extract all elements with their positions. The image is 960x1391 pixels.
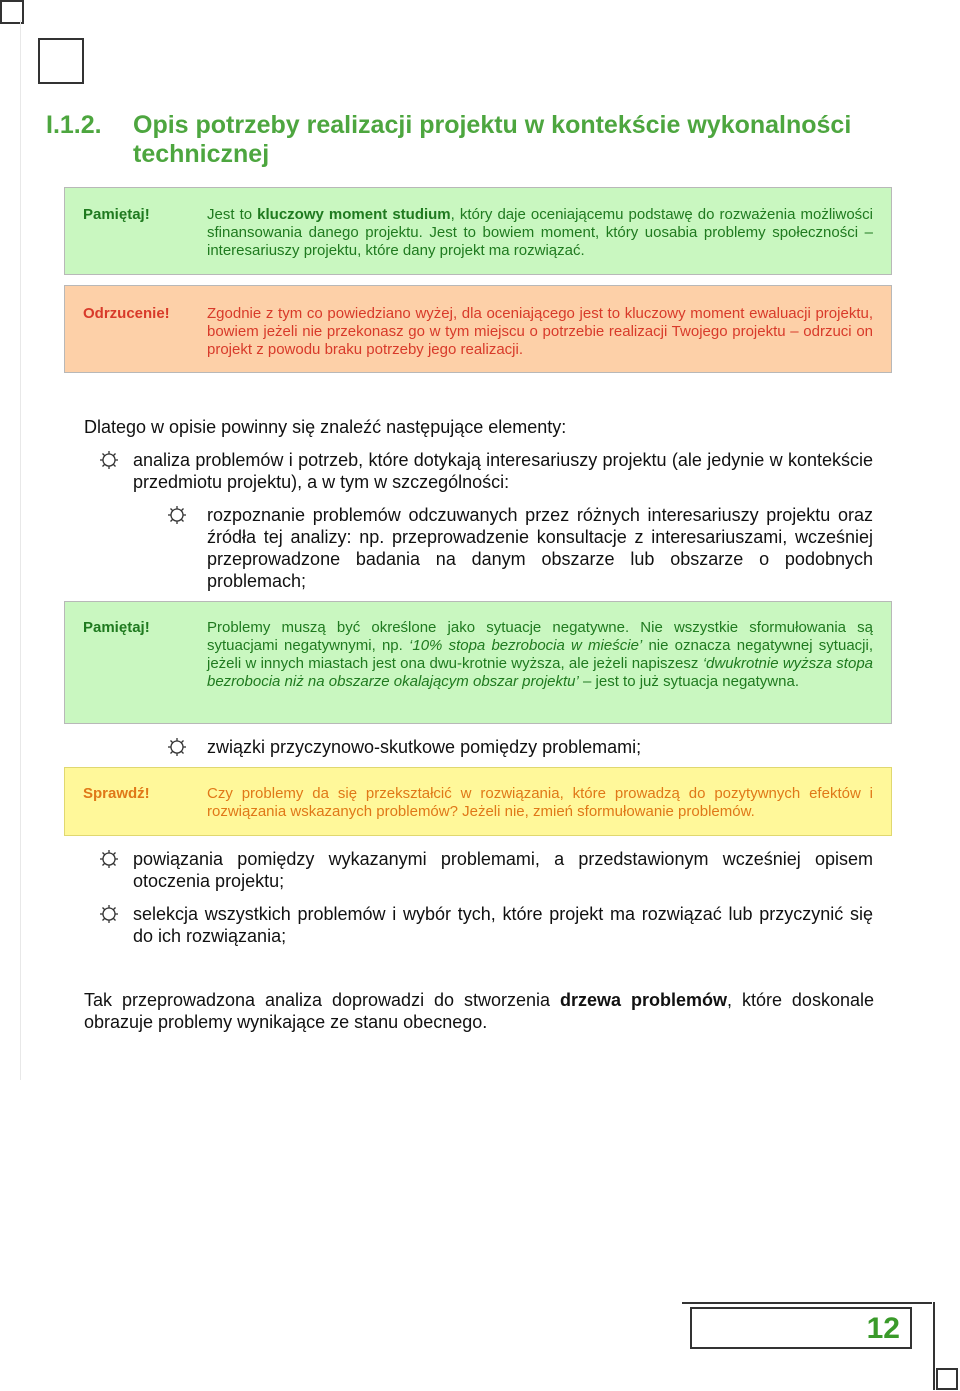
reject-box [64,285,892,373]
intro-paragraph: Dlatego w opisie powinny się znaleźć następujące elementy: [84,417,567,437]
sub-item-1: rozpoznanie problemów odczuwanych przez różnych interesariuszy projektu oraz źródła tej analizy: np. przeprowadzenie konsultacje z interesariuszami, wcześniej przeprowadzone badania na danym obszarze lub obszarze o podobnych problemach; [207,505,873,591]
remember-box-2 [64,601,892,724]
gear-bullet-icon [167,505,187,525]
remember-text-italic: ‘10% stopa bezrobocia w mieście’ [409,637,643,654]
remember-text-part: – jest to już sytuacja negatywna. [578,673,799,690]
page-number-rule [682,1302,932,1304]
page-number: 12 [866,1312,900,1345]
check-label: Sprawdź! [83,785,150,802]
section-title: Opis potrzeby realizacji projektu w kontekście wykonalności technicznej [133,111,852,168]
gear-bullet-icon [167,737,187,757]
remember-label: Pamiętaj! [83,619,150,636]
remember-text-italic: ‘dwukrotnie wyższa stopa bezrobocia niż na obszarze okalającym obszar projektu’ [207,655,873,690]
page-number-rule-vertical [933,1302,935,1390]
gear-bullet-icon [99,450,119,470]
remember-text [207,619,873,691]
page-number-box [690,1307,912,1349]
remember-text-part: nie oznacza negatywnej sytuacji, jeżeli w innych miastach jest ona dwu-krotnie wyższa, ale jeżeli napiszesz [207,637,873,672]
margin-line [20,20,21,1080]
section-number: I.1.2. [46,111,102,139]
bullet-item-3: selekcja wszystkich problemów i wybór tych, które projekt ma rozwiązać lub przyczynić się do ich rozwiązania; [133,904,873,946]
reject-label: Odrzucenie! [83,305,170,322]
remember-label: Pamiętaj! [83,206,150,223]
remember-box-1 [64,187,892,275]
remember-text-part: , który daje oceniającemu podstawę do rozważenia możliwości sfinansowania danego projektu. Jest to bowiem moment, który uosabia problemy społeczności – interesariuszy projektu, które dany projekt ma rozwiązać. [207,206,873,259]
gear-bullet-icon [99,904,119,924]
conclusion-bold-term: drzewa problemów [560,990,727,1010]
gear-bullet-icon [99,849,119,869]
reject-text: Zgodnie z tym co powiedziano wyżej, dla oceniającego jest to kluczowy moment ewaluacji projektu, bowiem jeżeli nie przekonasz go w tym miejscu o potrzebie realizacji Twojego projektu – odrzuci on projekt z powodu braku potrzeby jego realizacji. [207,305,873,358]
bullet-item-2: powiązania pomiędzy wykazanymi problemami, a przedstawionym wcześniej opisem otoczenia projektu; [133,849,873,891]
conclusion-paragraph [84,989,874,1033]
check-box [64,767,892,836]
sub-item-2: związki przyczynowo-skutkowe pomiędzy problemami; [207,737,642,757]
remember-text-part: Problemy muszą być określone jako sytuacje negatywne. Nie wszystkie sformułowania są sytuacjami negatywnymi, np. [207,619,873,654]
remember-text-bold: kluczowy moment studium [257,206,451,223]
corner-decoration-large [38,38,84,84]
bullet-item-1: analiza problemów i potrzeb, które dotykają interesariuszy projektu (ale jedynie w kontekście przedmiotu projektu), a w tym w szczególności: [133,450,873,492]
conclusion-text-part: , które doskonale obrazuje problemy wynikające ze stanu obecnego. [84,990,874,1032]
check-text: Czy problemy da się przekształcić w rozwiązania, które prowadzą do pozytywnych efektów i rozwiązania wskazanych problemów? Jeżeli nie, zmień sformułowanie problemów. [207,785,873,820]
corner-decoration-bottom [936,1368,958,1390]
remember-text-part: Jest to [207,206,258,223]
remember-text [207,206,873,260]
conclusion-text-part: Tak przeprowadzona analiza doprowadzi do stworzenia [84,990,560,1010]
